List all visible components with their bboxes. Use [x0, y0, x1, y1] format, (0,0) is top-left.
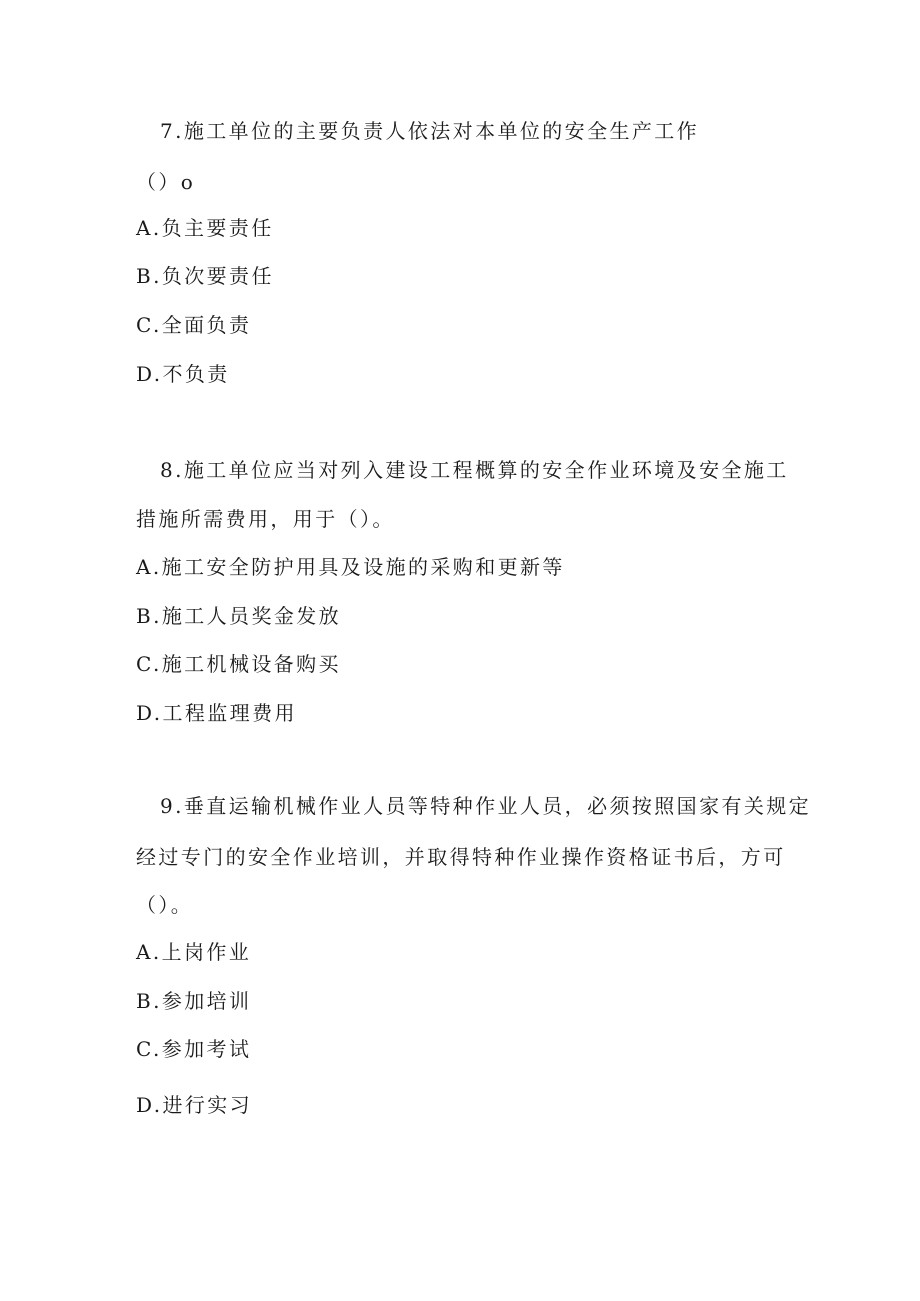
option-a: A.施工安全防护用具及设施的采购和更新等 — [136, 555, 565, 579]
option-d: D.不负责 — [136, 362, 230, 386]
option-d: D.进行实习 — [136, 1093, 253, 1117]
question-stem-line: （）。 — [136, 893, 194, 917]
option-c: C.参加考试 — [136, 1037, 252, 1061]
option-a: A.上岗作业 — [136, 940, 252, 964]
option-c: C.全面负责 — [136, 313, 252, 337]
option-c: C.施工机械设备购买 — [136, 652, 341, 676]
option-b: B.施工人员奖金发放 — [136, 604, 342, 628]
option-d: D.工程监理费用 — [136, 701, 297, 725]
question-stem-line: 7.施工单位的主要负责人依法对本单位的安全生产工作 — [160, 119, 700, 143]
question-stem-line: （）o — [136, 170, 196, 194]
option-b: B.负次要责任 — [136, 264, 274, 288]
question-stem-line: 措施所需费用，用于（）。 — [136, 507, 395, 531]
question-stem-line: 经过专门的安全作业培训，并取得特种作业操作资格证书后，方可 — [136, 845, 786, 869]
option-b: B.参加培训 — [136, 989, 252, 1013]
question-stem-line: 8.施工单位应当对列入建设工程概算的安全作业环境及安全施工 — [160, 458, 789, 482]
question-stem-line: 9.垂直运输机械作业人员等特种作业人员，必须按照国家有关规定 — [160, 794, 812, 818]
option-a: A.负主要责任 — [136, 216, 274, 240]
